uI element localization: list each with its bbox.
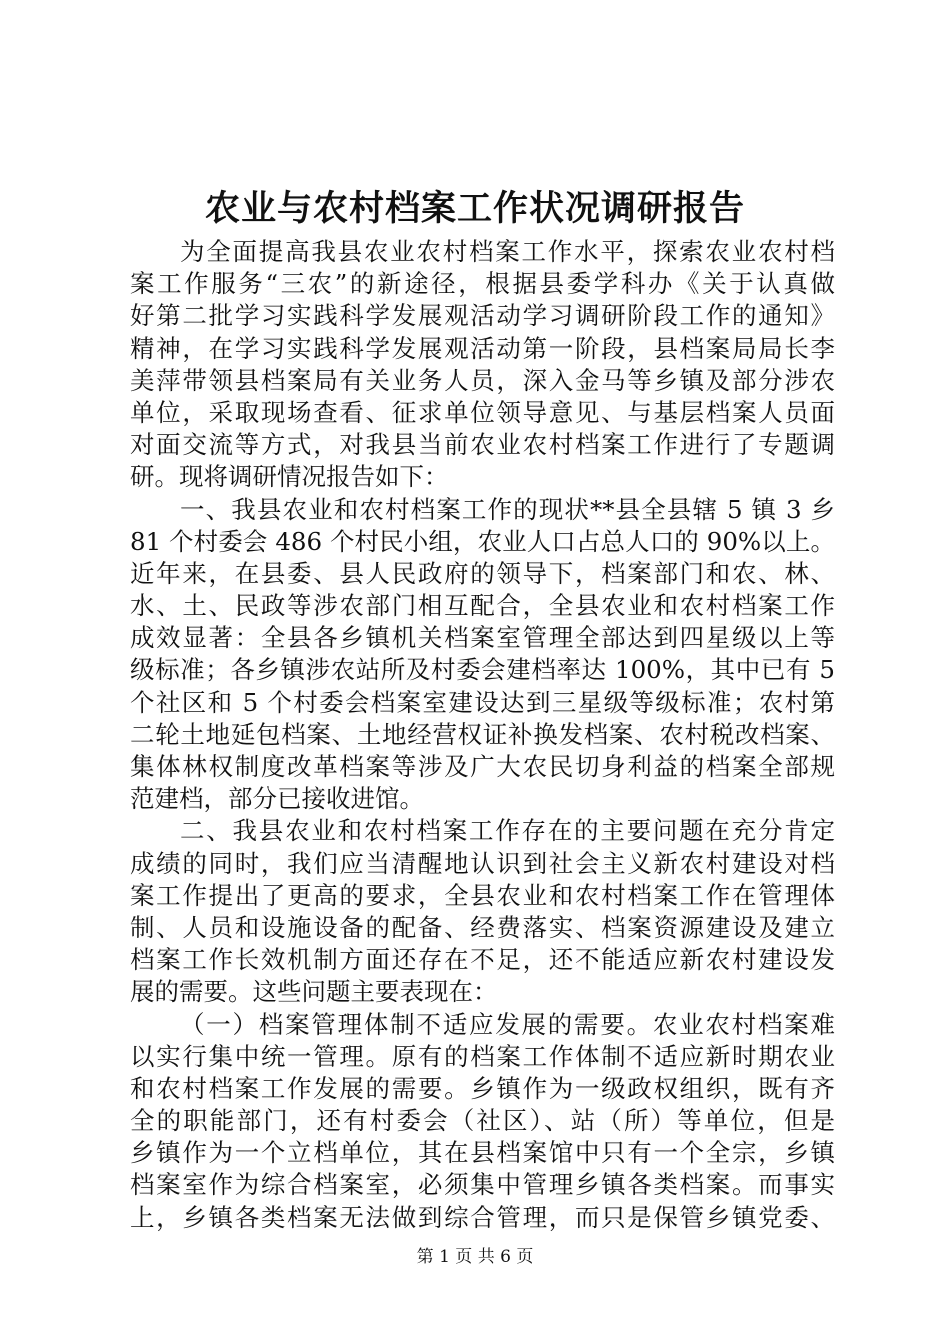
text-line: 好第二批学习实践科学发展观活动学习调研阶段工作的通知》: [130, 301, 835, 331]
text-line: 范建档，部分已接收进馆。: [130, 784, 424, 814]
text-line: 对面交流等方式，对我县当前农业农村档案工作进行了专题调: [130, 430, 835, 460]
text-line: 二、我县农业和农村档案工作存在的主要问题在充分肯定: [180, 816, 835, 846]
text-line: 二轮土地延包档案、土地经营权证补换发档案、农村税改档案、: [130, 719, 835, 749]
text-line: 81 个村委会 486 个村民小组，农业人口占总人口的 90%以上。: [130, 526, 835, 556]
text-line: 成绩的同时，我们应当清醒地认识到社会主义新农村建设对档: [130, 848, 835, 878]
text-line: 以实行集中统一管理。原有的档案工作体制不适应新时期农业: [130, 1041, 835, 1071]
text-line: 精神，在学习实践科学发展观活动第一阶段，县档案局局长李: [130, 333, 835, 363]
text-line: 单位，采取现场查看、征求单位领导意见、与基层档案人员面: [130, 397, 835, 427]
text-line: 美萍带领县档案局有关业务人员，深入金马等乡镇及部分涉农: [130, 365, 835, 395]
text-line: 档案室作为综合档案室，必须集中管理乡镇各类档案。而事实: [130, 1170, 835, 1200]
text-line: 成效显著：全县各乡镇机关档案室管理全部达到四星级以上等: [130, 623, 835, 653]
text-line: 案工作服务“三农”的新途径，根据县委学科办《关于认真做: [130, 269, 835, 299]
text-line: 研。现将调研情况报告如下：: [130, 462, 449, 492]
text-line: 制、人员和设施设备的配备、经费落实、档案资源建设及建立: [130, 912, 835, 942]
text-line: 级标准；各乡镇涉农站所及村委会建档率达 100%，其中已有 5: [130, 655, 835, 685]
text-line: 上，乡镇各类档案无法做到综合管理，而只是保管乡镇党委、: [130, 1202, 835, 1232]
document-title: 农业与农村档案工作状况调研报告: [204, 188, 745, 229]
text-line: 个社区和 5 个村委会档案室建设达到三星级等级标准；农村第: [130, 687, 835, 717]
text-line: 水、土、民政等涉农部门相互配合，全县农业和农村档案工作: [130, 591, 835, 621]
text-line: 档案工作长效机制方面还存在不足，还不能适应新农村建设发: [130, 945, 835, 975]
document-body: [130, 236, 835, 1234]
text-line: （一）档案管理体制不适应发展的需要。农业农村档案难: [180, 1009, 835, 1039]
text-line: 全的职能部门，还有村委会（社区）、站（所）等单位，但是: [130, 1106, 835, 1136]
text-line: 乡镇作为一个立档单位，其在县档案馆中只有一个全宗，乡镇: [130, 1138, 835, 1168]
text-line: 为全面提高我县农业农村档案工作水平，探索农业农村档: [180, 237, 835, 266]
text-line: 近年来，在县委、县人民政府的领导下，档案部门和农、林、: [130, 558, 835, 588]
text-line: 和农村档案工作发展的需要。乡镇作为一级政权组织，既有齐: [130, 1073, 835, 1103]
text-line: 展的需要。这些问题主要表现在：: [130, 977, 498, 1007]
page-footer: 第 1 页 共 6 页: [416, 1247, 534, 1267]
text-line: 集体林权制度改革档案等涉及广大农民切身利益的档案全部规: [130, 752, 835, 781]
text-line: 案工作提出了更高的要求，全县农业和农村档案工作在管理体: [130, 880, 835, 910]
text-line: 一、我县农业和农村档案工作的现状**县全县辖 5 镇 3 乡: [180, 494, 835, 524]
